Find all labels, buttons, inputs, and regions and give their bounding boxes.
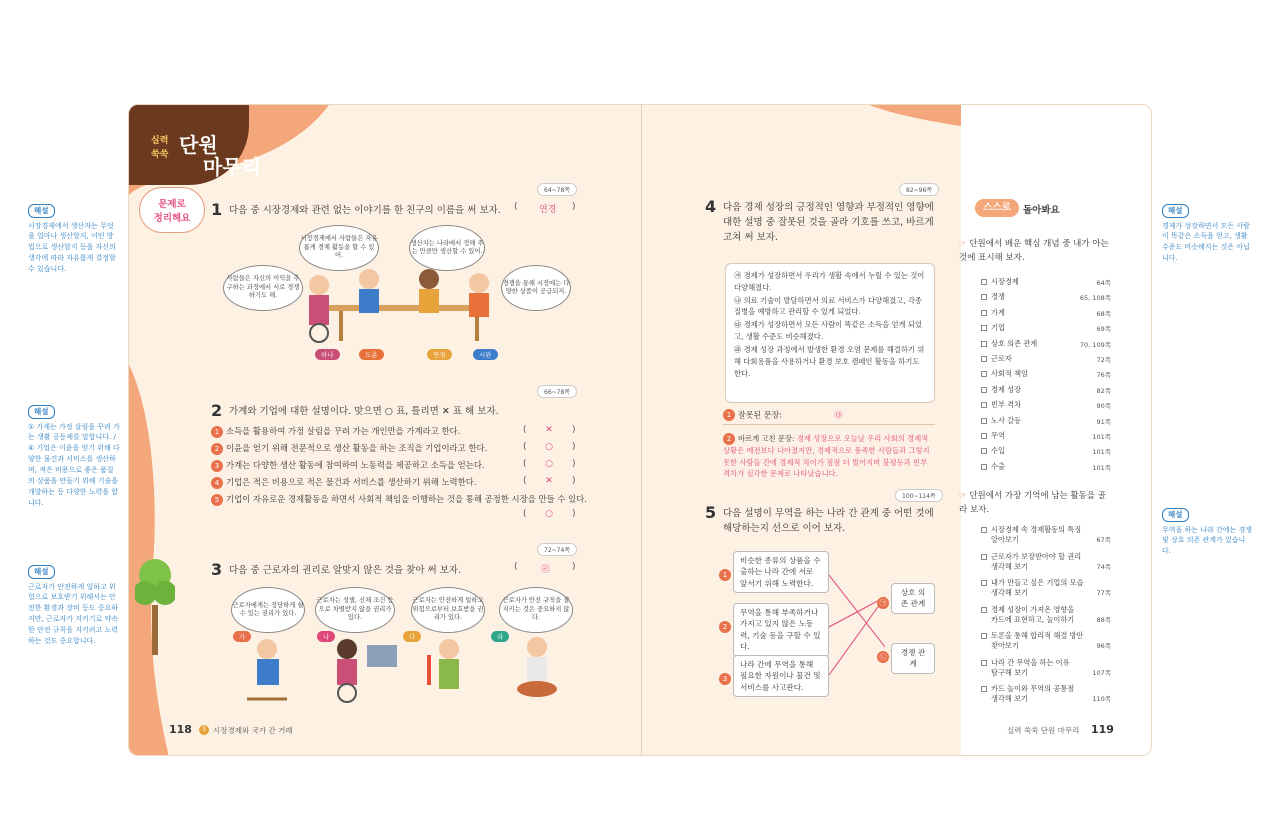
section-1-text: 단원에서 배운 핵심 개념 중 내가 아는 것에 표시해 보자. (959, 239, 1109, 264)
q1-name-dohun: 도훈 (359, 349, 384, 360)
q1-illustration-students (299, 265, 499, 345)
header-small-1: 실력 (151, 136, 169, 146)
badge-line-1: 문제로 (158, 199, 186, 210)
q2-item-num: 5 (211, 494, 223, 506)
q2-item-text: 이윤을 얻기 위해 전문적으로 생산 활동을 하는 조직을 기업이라고 한다. (226, 443, 488, 453)
note-text: 무역을 하는 나라 간에는 경쟁 및 상호 의존 관계가 있습니다. (1162, 525, 1253, 556)
concept-page-ref: 101쪽 (1092, 463, 1111, 472)
concept-page-ref: 82쪽 (1096, 386, 1111, 395)
concept-checklist-item[interactable] (981, 462, 1005, 472)
activity-label-line-1: 카드 놀이와 무역의 공통점 (991, 684, 1075, 693)
q4-wrong-marker: 1 (723, 409, 735, 421)
q2-paren: ( (523, 442, 527, 452)
q2-paren: ) (572, 442, 576, 452)
q3-bubble-ga: 근로자에게는 정당하게 쉴 수 있는 권리가 있다. (231, 587, 305, 633)
activity-label-line-2: 생각해 보기 (991, 588, 1029, 598)
q3-illustration-workers (237, 635, 577, 705)
q1-bubble-siwan: 경쟁을 통해 시장에는 다양한 상품이 공급되지. (501, 265, 571, 311)
note-tag: 해설 (28, 204, 55, 218)
q4-wrong-answer: ㉰ (834, 410, 843, 420)
hand-icon: ☞ (959, 239, 967, 249)
q4-wrong-label: 잘못된 문장: (738, 410, 782, 420)
note-text: 경제가 성장하면서 모든 사람이 똑같은 소득을 얻고, 생활 수준도 비슷해지는 것은 아닙니다. (1162, 221, 1250, 263)
checkbox[interactable] (981, 325, 987, 331)
q5-left-item: 무역을 통해 부족하거나 가지고 있지 않은 노동력, 기술 등을 구할 수 있다. (733, 603, 829, 657)
textbook-spread (128, 104, 1152, 756)
page-spine (641, 105, 642, 756)
checkbox[interactable] (981, 294, 987, 300)
q3-label-ga: 가 (233, 631, 251, 642)
q2-paren: ( (523, 509, 527, 519)
checkbox[interactable] (981, 554, 987, 560)
footer-right-text: 실력 쑥쑥 단원 마무리 (1007, 726, 1080, 735)
concept-label: 경쟁 (991, 292, 1005, 302)
q3-bubble-ra: 근로자가 안전 규칙을 잘 지키는 것은 중요하지 않다. (499, 587, 573, 633)
concept-checklist-item[interactable] (981, 339, 1037, 349)
concept-checklist-item[interactable] (981, 400, 1021, 410)
concept-label: 근로자 (991, 354, 1012, 363)
q1-number: 1 (211, 200, 223, 219)
q2-paren: ) (572, 425, 576, 435)
concept-label: 빈부 격차 (991, 400, 1022, 410)
q1-answer: 연경 (539, 205, 557, 215)
q5-number: 5 (705, 503, 717, 522)
q4-wrong-row (723, 409, 935, 425)
checkbox[interactable] (981, 371, 987, 377)
activity-label-line-1: 토론을 통해 합리적 해결 방안 (991, 631, 1084, 640)
checkbox[interactable] (981, 279, 987, 285)
q4-fixed-row (723, 433, 935, 480)
note-tag: 해설 (28, 405, 55, 419)
q2-answer: ○ (545, 442, 553, 452)
section-2-text: 단원에서 가장 기억에 남는 활동을 골라 보자. (959, 491, 1107, 516)
concept-page-ref: 72쪽 (1096, 356, 1111, 364)
note-text: ① 가계는 가정 살림을 꾸려 가는 생활 공동체를 말합니다. / ④ 기업은 이윤을 얻기 위해 다양한 물건과 서비스를 생산하며, 적은 비용으로 좋은 품질의 상품을 만들기 위해 기술을 개발하는 등 다양한 노력을 합니다. (28, 422, 120, 507)
q5-left-marker: 1 (719, 569, 731, 581)
checkbox[interactable] (981, 448, 987, 454)
q2-answer: ✕ (545, 425, 553, 435)
side-note-3 (28, 565, 120, 647)
concept-checklist-item[interactable] (981, 277, 1019, 287)
q5-text: 다음 설명이 무역을 하는 나라 간 관계 중 어떤 것에 해당하는지 선으로 이어 보자. (723, 508, 934, 535)
checkbox[interactable] (981, 433, 987, 439)
concept-page-ref: 70, 109쪽 (1079, 340, 1111, 349)
q5-right-marker: ㉡ (877, 651, 889, 663)
concept-label: 수입 (991, 446, 1005, 456)
activity-label-line-2: 생각해 보기 (991, 561, 1029, 571)
q4-statement: ㉱ 경제 성장 과정에서 발생한 환경 오염 문제를 해결하기 위해 다회용품을 사용하거나 환경 보호 캠페인 활동을 하기도 한다. (734, 344, 925, 378)
activity-label-line-1: 경제 성장이 가져온 영향을 (991, 604, 1075, 614)
q1-paren-close: ) (572, 202, 576, 212)
q2-paren: ) (572, 509, 576, 519)
q4-statement-box (725, 263, 935, 403)
q5-page-ref: 100~114쪽 (895, 489, 943, 502)
q5-left-item: 나라 간에 무역을 통해 필요한 자원이나 물건 및 서비스를 사고판다. (733, 655, 829, 697)
q3-bubble-na: 근로자는 성별, 신체 조건 등으로 차별받지 않을 권리가 있다. (315, 587, 395, 633)
side-note-2 (28, 405, 120, 508)
q3-paren-open: ( (514, 562, 518, 572)
header-title-2: 마무리 (203, 155, 261, 179)
q5-connecting-lines (829, 551, 889, 691)
note-text: 시장경제에서 생산자는 무엇을 얼마나 생산할지, 어떤 방법으로 생산할지 등을 자신의 생각에 따라 자유롭게 결정할 수 있습니다. (28, 221, 116, 273)
q3-label-na: 나 (317, 631, 335, 642)
q3-page-ref: 72~74쪽 (537, 543, 577, 556)
q1-name-siwan: 시완 (473, 349, 498, 360)
note-tag: 해설 (1162, 508, 1189, 522)
concept-page-ref: 69쪽 (1096, 325, 1111, 334)
activity-page-ref: 88쪽 (1096, 615, 1111, 624)
q4-statement: ㉰ 경제가 성장하면서 모든 사람이 똑같은 소득을 얻게 되었고, 생활 수준도 비슷해졌다. (734, 320, 922, 342)
concept-page-ref: 64쪽 (1096, 279, 1111, 287)
activity-label-line-2: 탐구해 보기 (991, 667, 1029, 677)
q3-bubble-da: 근로자는 안전하게 일하고 위험으로부터 보호받을 권리가 있다. (411, 587, 485, 633)
concept-page-ref: 91쪽 (1096, 417, 1111, 426)
checkbox[interactable] (981, 686, 987, 692)
q4-statement: ㉯ 의료 기술이 발달하면서 의료 서비스가 다양해졌고, 각종 질병을 예방하고 관리할 수 있게 되었다. (734, 295, 922, 317)
note-tag: 해설 (28, 565, 55, 579)
q2-answer: ○ (545, 509, 553, 519)
checkbox[interactable] (981, 607, 987, 613)
q2-item-text: 기업이 자유로운 경제활동을 하면서 사회적 책임을 이행하는 것을 통해 공정한 시장을 만들 수 있다. (226, 494, 587, 504)
q2-paren: ) (572, 476, 576, 486)
q4-text: 다음 경제 성장의 긍정적인 영향과 부정적인 영향에 대한 설명 중 잘못된 것을 골라 기호를 쓰고, 바르게 고쳐 써 보자. (723, 202, 934, 244)
q2-paren: ( (523, 476, 527, 486)
activity-label-line-1: 근로자가 보장받아야 할 권리 (991, 551, 1082, 561)
concept-label: 경제 성장 (991, 384, 1022, 394)
concept-page-ref: 101쪽 (1092, 433, 1111, 441)
checkbox[interactable] (981, 310, 987, 316)
concept-page-ref: 76쪽 (1096, 371, 1111, 380)
q1-name-hana: 하나 (315, 349, 340, 360)
self-section-1-title (959, 237, 1109, 266)
q1-bubble-hana: 사람들은 자신의 이익을 추구하는 과정에서 서로 경쟁하기도 해. (223, 265, 303, 311)
concept-label: 사회적 책임 (991, 369, 1029, 379)
concept-checklist-item[interactable] (981, 308, 1005, 318)
activity-page-ref: 96쪽 (1096, 642, 1111, 650)
activity-page-ref: 110쪽 (1092, 695, 1111, 703)
activity-label-line-2: 카드에 표현하고, 놀이하기 (991, 614, 1075, 624)
checkbox[interactable] (981, 356, 987, 362)
q1-bubble-dohun: 시장경제에서 사람들은 자유롭게 경제 활동을 할 수 있어. (299, 225, 379, 271)
self-section-2-title (959, 489, 1109, 518)
concept-label: 시장경제 (991, 277, 1019, 286)
concept-page-ref: 65, 108쪽 (1079, 294, 1111, 303)
concept-checklist-item[interactable] (981, 446, 1005, 456)
concept-checklist-item[interactable] (981, 416, 1021, 426)
concept-checklist-item[interactable] (981, 323, 1005, 333)
activity-page-ref: 77쪽 (1096, 589, 1111, 597)
note-tag: 해설 (1162, 204, 1189, 218)
q5-left-item: 비슷한 종류의 상품을 수출하는 나라 간에 서로 앞서기 위해 노력한다. (733, 551, 829, 593)
q2-item-num: 4 (211, 477, 223, 489)
q5-left-marker: 2 (719, 621, 731, 633)
checkbox[interactable] (981, 402, 987, 408)
q3-label-da: 다 (403, 631, 421, 642)
self-review-title-2: 돌아봐요 (1023, 205, 1060, 216)
q5-right-marker: ㉠ (877, 597, 889, 609)
self-review-title-badge (975, 199, 1019, 217)
concept-page-ref: 90쪽 (1096, 402, 1111, 411)
checkbox[interactable] (981, 580, 987, 586)
q4-fixed-marker: 2 (723, 433, 735, 445)
activity-label-line-1: 나라 간 무역을 하는 이유 (991, 657, 1070, 667)
q1-page-ref: 64~78쪽 (537, 183, 577, 196)
chapter-number: 3 (199, 725, 209, 735)
checkbox[interactable] (981, 418, 987, 424)
activity-label-line-2: 생각해 보기 (991, 694, 1029, 704)
activity-label-line-1: 내가 만들고 싶은 기업의 모습 (991, 578, 1084, 587)
q2-row (211, 493, 631, 506)
q2-answer: ○ (545, 459, 553, 469)
activity-page-ref: 107쪽 (1092, 668, 1111, 677)
q2-item-num: 1 (211, 426, 223, 438)
q3-text: 다음 중 근로자의 권리로 알맞지 않은 것을 찾아 써 보자. (229, 565, 462, 576)
header-small-2: 쑥쑥 (151, 150, 169, 160)
concept-label: 가계 (991, 307, 1005, 317)
q1-text: 다음 중 시장경제와 관련 없는 이야기를 한 친구의 이름을 써 보자. (229, 205, 501, 216)
q2-item-text: 가계는 다양한 생산 활동에 참여하여 노동력을 제공하고 소득을 얻는다. (226, 460, 485, 470)
q2-item-num: 3 (211, 460, 223, 472)
q2-paren: ( (523, 459, 527, 469)
side-note-4 (1162, 204, 1254, 264)
q1-name-yeongyeong: 연경 (427, 349, 452, 360)
tree-decoration (135, 545, 175, 655)
concept-checklist-item[interactable] (981, 369, 1028, 379)
concept-label: 무역 (991, 431, 1005, 440)
q2-answer: ✕ (545, 476, 553, 486)
q2-item-num: 2 (211, 443, 223, 455)
header-title-1: 단원 (179, 133, 218, 157)
q1-bubble-yeongyeong: 생산자는 나라에서 정해 주는 만큼만 생산할 수 있어. (409, 225, 485, 271)
q4-number: 4 (705, 197, 717, 216)
concept-page-ref: 68쪽 (1096, 309, 1111, 318)
concept-checklist-item[interactable] (981, 385, 1021, 395)
side-note-5 (1162, 508, 1254, 557)
q3-label-ra: 라 (491, 631, 509, 642)
checkbox[interactable] (981, 527, 987, 533)
q2-paren: ) (572, 459, 576, 469)
hand-icon: ☞ (959, 491, 967, 501)
page-number-left: 118 (169, 723, 192, 736)
q5-left-marker: 3 (719, 673, 731, 685)
checkbox[interactable] (981, 633, 987, 639)
q2-page-ref: 66~78쪽 (537, 385, 577, 398)
note-text: 근로자가 안전하게 일하고 위험으로 보호받기 위해서는 안전한 환경과 장비 등도 중요하지만, 근로자가 지키기로 약속한 안전 규칙을 지키려고 노력하는 것도 중요합니다. (28, 582, 119, 645)
checkbox[interactable] (981, 464, 987, 470)
activity-label-line-2: 찾아보기 (991, 641, 1019, 651)
page-number-right: 119 (1091, 723, 1114, 736)
q2-item-text: 소득을 활용하여 가정 살림을 꾸려 가는 개인만을 가계라고 한다. (226, 426, 461, 436)
concept-page-ref: 101쪽 (1092, 448, 1111, 457)
q3-number: 3 (211, 560, 223, 579)
q4-fixed-label: 바르게 고친 문장: (738, 434, 795, 443)
concept-label: 기업 (991, 323, 1005, 333)
q5-right-item: 상호 의존 관계 (891, 583, 935, 614)
activity-page-ref: 67쪽 (1096, 536, 1111, 544)
q2-paren: ( (523, 425, 527, 435)
q3-answer: ㉣ (541, 565, 551, 575)
concept-checklist-item[interactable] (981, 431, 1005, 441)
q3-paren-close: ) (572, 562, 576, 572)
checkbox[interactable] (981, 341, 987, 347)
activity-label-line-1: 시장경제 속 경제활동의 특징 (991, 525, 1082, 534)
checkbox[interactable] (981, 660, 987, 666)
q2-item-text: 기업은 적은 비용으로 적은 물건과 서비스를 생산하기 위해 노력한다. (226, 477, 477, 487)
badge-line-2: 정리해요 (153, 213, 191, 224)
concept-label: 상호 의존 관계 (991, 338, 1038, 348)
q5-right-item: 경쟁 관계 (891, 643, 935, 674)
self-review-title-1: 스스로 (983, 202, 1011, 213)
q4-statement: ㉮ 경제가 성장하면서 우리가 생활 속에서 누릴 수 있는 것이 다양해졌다. (734, 271, 925, 292)
q4-fixed-answer: 경제 성장으로 오늘날 우리 사회의 경제적 상황은 예전보다 나아졌지만, 경제적으로 풍족한 사람들과 그렇지 못한 사람들 간에 경제적 차이가 점점 더 벌어지며 불평등과 빈부 격차가 심각한 문제로 나타났습니다. (723, 434, 930, 479)
activity-page-ref: 74쪽 (1096, 562, 1111, 571)
side-note-1 (28, 204, 120, 275)
concept-checklist-item[interactable] (981, 292, 1005, 302)
q2-text: 가계와 기업에 대한 설명이다. 맞으면 ○ 표, 틀리면 ✕ 표 해 보자. (229, 406, 499, 417)
summary-badge (139, 187, 205, 233)
checkbox[interactable] (981, 387, 987, 393)
concept-checklist-item[interactable] (981, 354, 1012, 364)
q1-paren-open: ( (514, 202, 518, 212)
q4-page-ref: 82~96쪽 (899, 183, 939, 196)
concept-label: 노사 갈등 (991, 415, 1022, 425)
concept-label: 수출 (991, 461, 1005, 471)
q2-number: 2 (211, 401, 223, 420)
chapter-title: 시장경제와 국가 간 거래 (213, 726, 293, 735)
activity-label-line-2: 알아보기 (991, 535, 1019, 545)
